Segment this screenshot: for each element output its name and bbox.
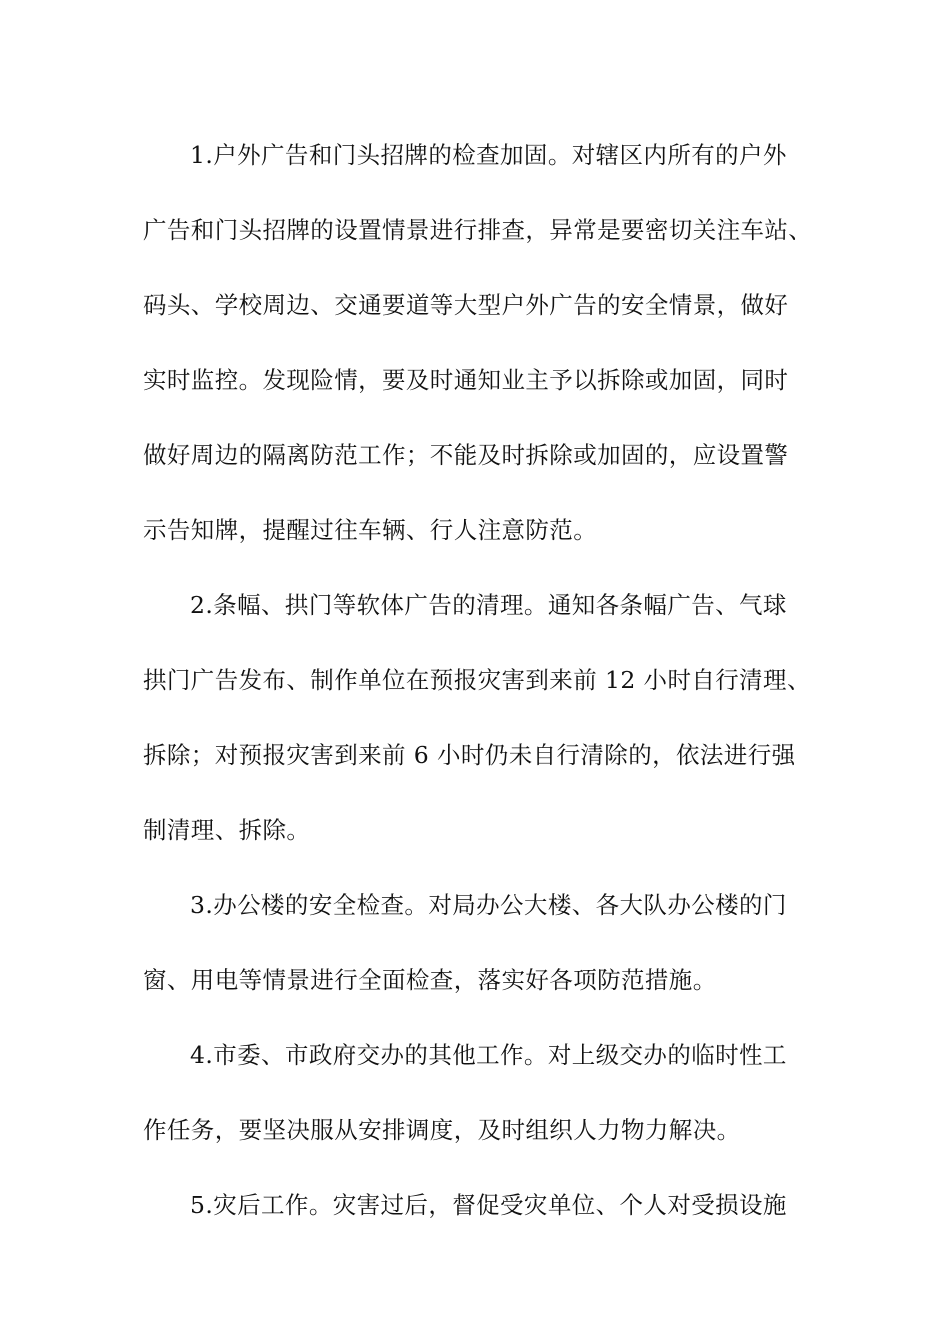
paragraph-2-line-4: 制清理、拆除。 xyxy=(143,816,311,844)
paragraph-1-line-3: 码头、学校周边、交通要道等大型户外广告的安全情景，做好 xyxy=(143,291,789,319)
paragraph-4-line-2: 作任务，要坚决服从安排调度，及时组织人力物力解决。 xyxy=(143,1116,741,1144)
paragraph-2-line-3: 拆除；对预报灾害到来前 6 小时仍未自行清除的，依法进行强 xyxy=(143,741,796,769)
paragraph-2-line-1: 2.条幅、拱门等软体广告的清理。通知各条幅广告、气球 xyxy=(190,591,787,619)
document-body xyxy=(143,133,823,1258)
paragraph-1-line-6: 示告知牌，提醒过往车辆、行人注意防范。 xyxy=(143,516,598,544)
paragraph-1-line-2: 广告和门头招牌的设置情景进行排查，异常是要密切关注车站、 xyxy=(143,216,813,244)
paragraph-1-line-1: 1.户外广告和门头招牌的检查加固。对辖区内所有的户外 xyxy=(190,141,787,169)
paragraph-3-line-2: 窗、用电等情景进行全面检查，落实好各项防范措施。 xyxy=(143,966,717,994)
paragraph-4-line-1: 4.市委、市政府交办的其他工作。对上级交办的临时性工 xyxy=(190,1041,787,1069)
paragraph-3-line-1: 3.办公楼的安全检查。对局办公大楼、各大队办公楼的门 xyxy=(190,891,787,919)
paragraph-1-line-5: 做好周边的隔离防范工作；不能及时拆除或加固的，应设置警 xyxy=(143,441,789,469)
paragraph-1-line-4: 实时监控。发现险情，要及时通知业主予以拆除或加固，同时 xyxy=(143,366,789,394)
paragraph-5-line-1: 5.灾后工作。灾害过后，督促受灾单位、个人对受损设施 xyxy=(190,1191,787,1219)
paragraph-2-line-2: 拱门广告发布、制作单位在预报灾害到来前 12 小时自行清理、 xyxy=(143,666,811,694)
